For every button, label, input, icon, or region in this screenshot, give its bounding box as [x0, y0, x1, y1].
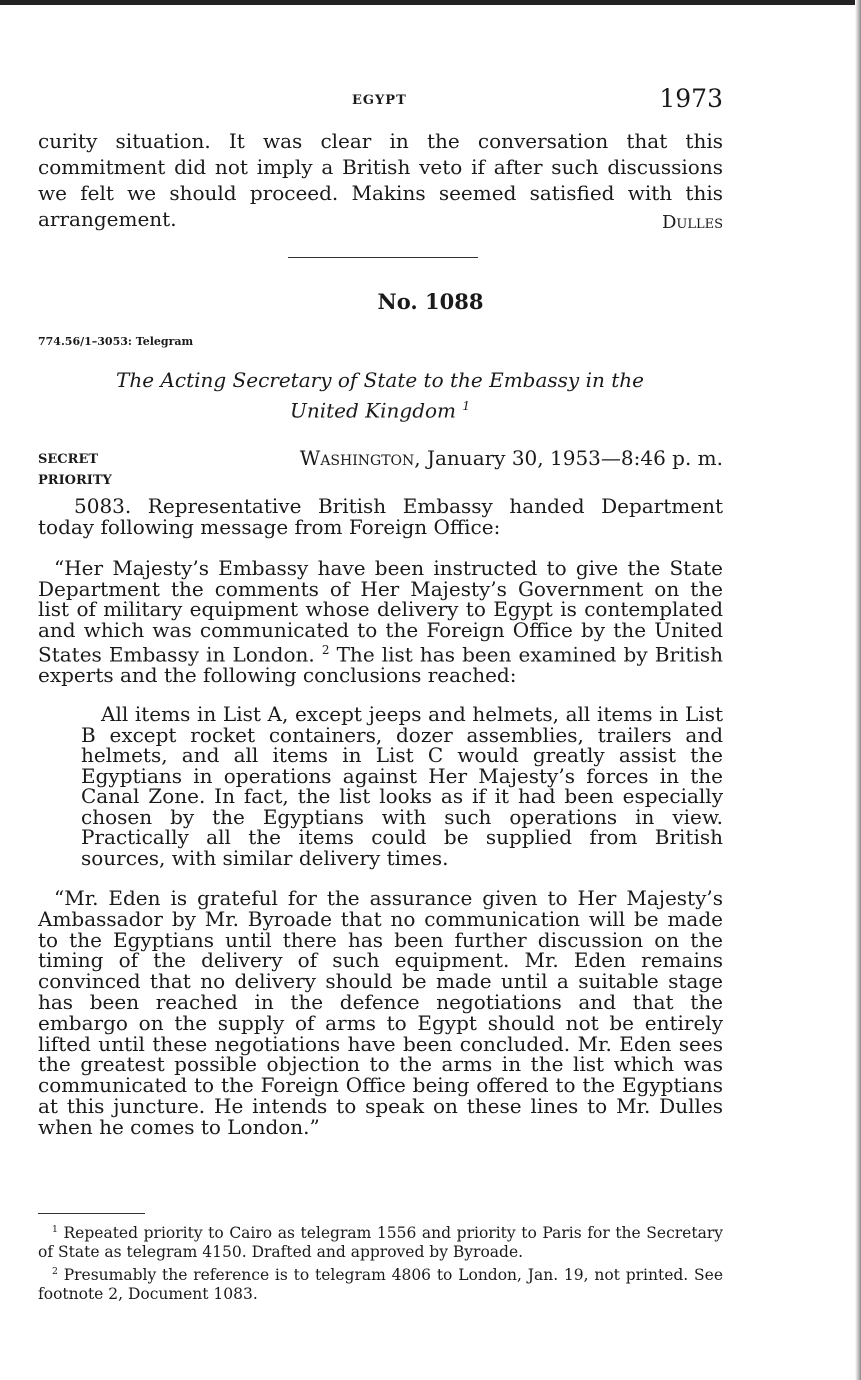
footnote-2-text: Presumably the reference is to telegram 4806 to London, Jan. 19, not printed. See footnote 2, Document 1083. — [38, 1266, 723, 1304]
footnote-1-text: Repeated priority to Cairo as telegram 1556 and priority to Paris for the Secretary of State as telegram 4150. Drafted and approved by Byroade. — [38, 1224, 723, 1262]
body-paragraph-2-text-b: The list has been examined by British experts and the following conclusions reached: — [38, 642, 723, 688]
page-top-edge — [0, 0, 861, 5]
page-number: 1973 — [659, 84, 723, 113]
footnote-1-mark: 1 — [52, 1224, 58, 1235]
continued-text: curity situation. It was clear in the conversation that this commitment did not imply a British veto if after such discussions we felt we should proceed. Makins seemed satisfied with this arrangement. — [38, 129, 723, 231]
footnote-ref-1: 1 — [462, 399, 470, 413]
footnote-ref-2: 2 — [321, 643, 330, 657]
body-paragraph-2 — [38, 558, 723, 686]
classification-block — [38, 449, 112, 491]
body-paragraph-3: “Mr. Eden is grateful for the assurance given to Her Majesty’s Ambassador by Mr. Byroade that no communication will be made to the Egyptians until there has been further discussion on the timing of the delivery of such equipment. Mr. Eden remains convinced that no delivery should be made until a suitable stage has been reached in the defence negotiations and that the embargo on the supply of arms to Egypt should not be entirely lifted until these negotiations have been concluded. Mr. Eden sees the greatest possible objection to the arms in the list which was communicated to the Foreign Office being offered to the Egyptians at this juncture. He intends to speak on these lines to Mr. Dulles when he comes to London.” — [38, 886, 723, 1139]
footnotes — [38, 1220, 723, 1304]
dateline — [300, 446, 723, 470]
body-paragraph-2-text-a: “Her Majesty’s Embassy have been instructed to give the State Department the comments of Her Majesty’s Government on the list of military equipment whose delivery to Egypt is contemplated and which was communicated to the Foreign Office by the United States Embassy in London. — [38, 556, 723, 667]
document-title-text: The Acting Secretary of State to the Embassy in the United Kingdom — [116, 368, 644, 423]
block-quote: All items in List A, except jeeps and helmets, all items in List B except rocket containers, dozer assemblies, trailers and helmets, and all items in List C would greatly assist the Egyptians in operations against Her Majesty’s forces in the Canal Zone. In fact, the list looks as if it had been especially chosen by the Egyptians with such operations in view. Practically all the items could be supplied from British sources, with similar delivery times. — [81, 702, 723, 870]
footnote-1 — [38, 1220, 723, 1262]
file-reference: 774.56/1–3053: Telegram — [38, 335, 194, 348]
body-paragraph-1: 5083. Representative British Embassy handed Department today following message from Foreign Office: — [38, 494, 723, 539]
document-number: No. 1088 — [377, 289, 484, 314]
classification-secret: SECRET — [38, 452, 99, 467]
page-right-edge — [855, 0, 861, 1380]
dateline-date: January 30, 1953—8:46 p. m. — [426, 446, 723, 470]
classification-priority: PRIORITY — [38, 473, 112, 488]
footnote-rule — [38, 1213, 145, 1214]
footnote-2 — [38, 1262, 723, 1304]
footnote-2-mark: 2 — [52, 1266, 58, 1278]
running-header: EGYPT — [352, 93, 407, 108]
document-title — [80, 367, 680, 424]
signature: Dulles — [661, 212, 723, 233]
section-divider — [288, 257, 478, 258]
dateline-place: Washington, — [299, 446, 421, 470]
